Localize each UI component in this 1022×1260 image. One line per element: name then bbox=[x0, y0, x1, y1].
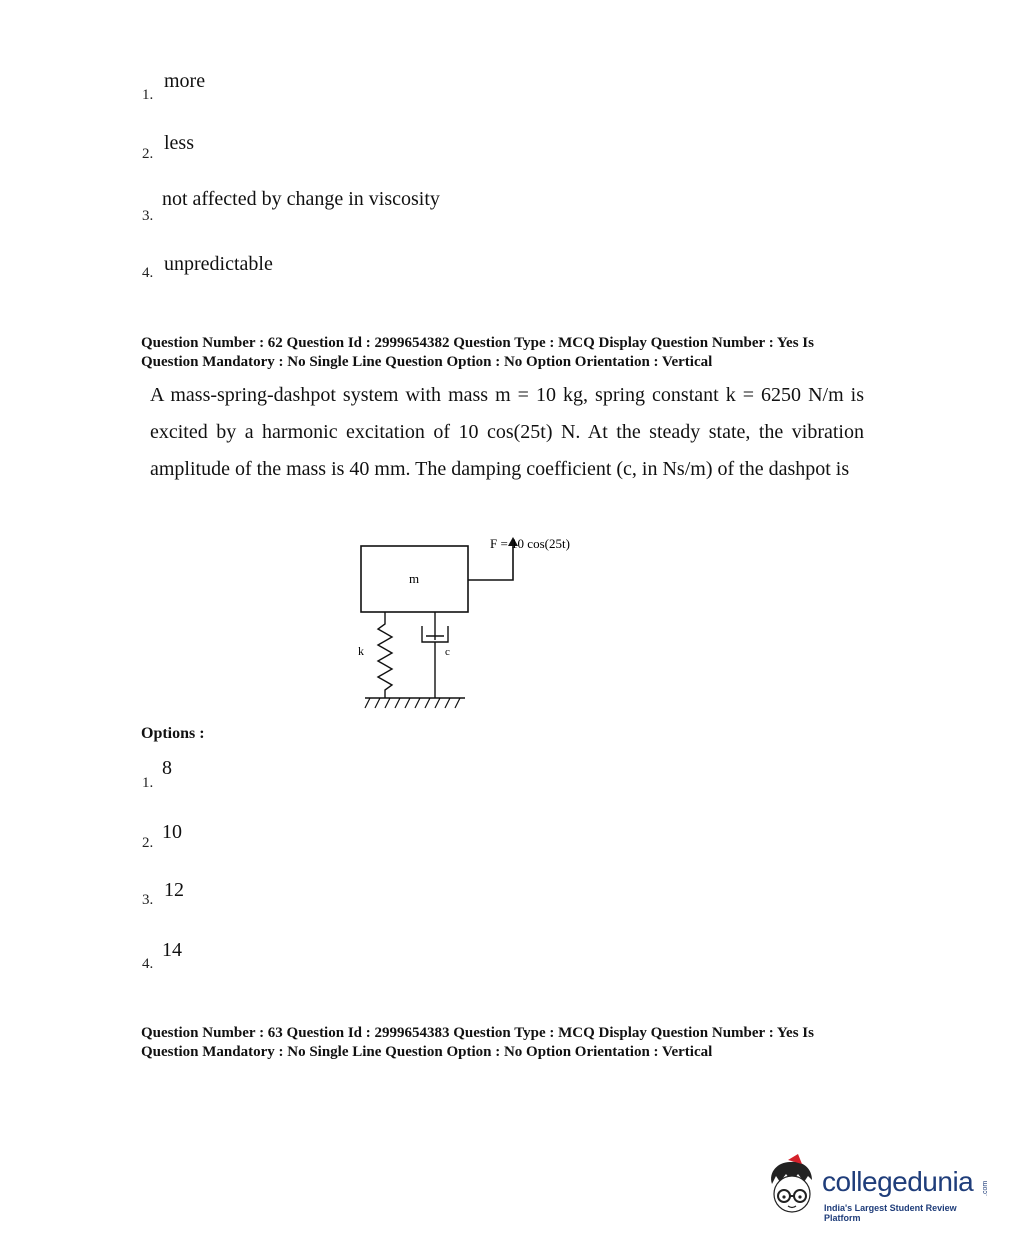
option-text: less bbox=[164, 132, 194, 154]
question-62-text: A mass-spring-dashpot system with mass m = 10 kg, spring constant k = 6250 N/m is excited by a harmonic excitation of 10 cos(25t) N. At the steady state, the vibration amplitude of the mass is 40 mm. The damping coefficient (c, in Ns/m) of the dashpot is bbox=[150, 384, 864, 480]
meta-line-1: Question Number : 63 Question Id : 2999654383 Question Type : MCQ Display Question Number : Yes Is bbox=[141, 1025, 814, 1041]
logo-wordmark: collegedunia bbox=[822, 1166, 974, 1197]
mass-spring-dashpot-figure bbox=[340, 528, 640, 718]
option-number: 1. bbox=[142, 87, 154, 103]
force-label: F = 10 cos(25t) bbox=[490, 536, 570, 551]
logo-tagline: India's Largest Student Review Platform bbox=[824, 1203, 957, 1223]
option-text: unpredictable bbox=[164, 253, 273, 275]
option-number: 4. bbox=[142, 265, 154, 281]
meta-line-2: Question Mandatory : No Single Line Question Option : No Option Orientation : Vertical bbox=[141, 1044, 713, 1060]
option-text: not affected by change in viscosity bbox=[162, 188, 440, 210]
question-62-meta bbox=[141, 334, 901, 372]
options-label: Options : bbox=[141, 725, 205, 742]
option-number: 4. bbox=[142, 956, 154, 972]
damper-label: c bbox=[445, 646, 450, 658]
option-number: 2. bbox=[142, 835, 154, 851]
option-text: 8 bbox=[162, 757, 172, 779]
option-number: 3. bbox=[142, 892, 154, 908]
meta-line-2: Question Mandatory : No Single Line Question Option : No Option Orientation : Vertical bbox=[141, 354, 713, 370]
spring-label: k bbox=[358, 644, 364, 658]
option-number: 1. bbox=[142, 775, 154, 791]
meta-line-1: Question Number : 62 Question Id : 2999654382 Question Type : MCQ Display Question Number : Yes Is bbox=[141, 335, 814, 351]
option-text: 12 bbox=[164, 879, 184, 901]
spring bbox=[378, 612, 392, 698]
mass-label: m bbox=[408, 571, 420, 586]
collegedunia-logo bbox=[764, 1152, 994, 1224]
question-63-meta bbox=[141, 1024, 901, 1062]
mascot-icon bbox=[764, 1154, 822, 1222]
option-text: more bbox=[164, 70, 206, 92]
ground-hatch bbox=[365, 698, 460, 708]
option-text: 10 bbox=[162, 821, 182, 843]
option-text: 14 bbox=[162, 939, 182, 961]
option-number: 3. bbox=[142, 208, 154, 224]
logo-suffix: .com bbox=[982, 1180, 989, 1196]
option-number: 2. bbox=[142, 146, 154, 162]
